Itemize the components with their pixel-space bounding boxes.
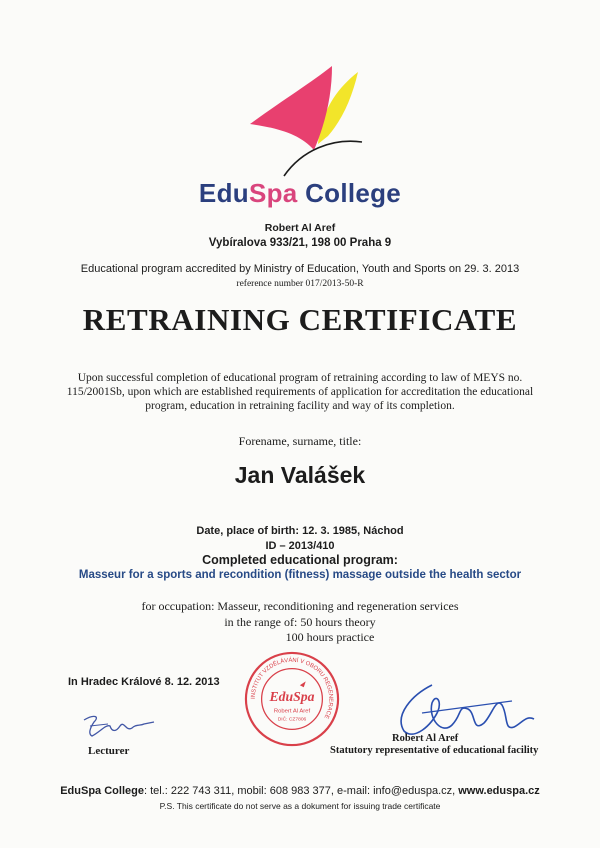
brand-name [0,178,600,209]
footer-website: www.eduspa.cz [458,785,540,797]
range-practice: 100 hours practice [285,630,375,644]
occupation-line: for occupation: Masseur, reconditioning and regeneration services [141,599,459,613]
owner-name: Robert Al Aref [264,222,336,234]
stamp-center-text: EduSpa [269,688,315,704]
program-name: Masseur for a sports and recondition (fitness) massage outside the health sector [78,569,522,581]
brand-spa: Spa [248,178,298,208]
lecturer-label: Lecturer [88,745,130,757]
id-number: ID – 2013/410 [265,540,335,552]
round-stamp-icon [243,650,341,748]
accreditation-line: Educational program accredited by Ministry of Education, Youth and Sports on 29. 3. 2013 [80,263,520,275]
footer-ps: P.S. This certificate do not serve as a dokument for issuing trade certificate [159,801,441,811]
brand-college: College [305,178,402,208]
place-date: In Hradec Králové 8. 12. 2013 [68,676,220,688]
completed-label: Completed educational program: [202,553,398,567]
certificate-paragraph: Upon successful completion of educational program of retraining according to law of MEYS no. 115/2001Sb, upon which are established requirements of application for accreditation the educational program, education in retraining facility and way of its completion. [66,372,534,412]
range-theory: in the range of: 50 hours theory [224,615,376,629]
brand-edu: Edu [198,178,249,208]
recipient-name: Jan Valášek [234,462,366,488]
footer-college: EduSpa College [60,785,144,797]
certificate-title: RETRAINING CERTIFICATE [82,302,518,337]
director-name: Robert Al Aref [392,733,459,744]
forename-label: Forename, surname, title: [238,434,362,448]
footer-contacts [0,785,600,797]
director-role: Statutory representative of educational facility [330,745,539,756]
lecturer-signature-icon [80,710,160,742]
stamp-ring-text: INSTITUT VZDĚLÁVÁNÍ V OBORU REGENERACE [250,657,334,720]
stamp-dic-text: DIČ: CZ7806 [277,717,307,723]
address: Vybíralova 933/21, 198 00 Praha 9 [208,237,392,249]
butterfly-logo-icon [240,58,370,178]
footer-contact-details: : tel.: 222 743 311, mobil: 608 983 377, e-mail: info@eduspa.cz, [143,785,459,797]
birth-info: Date, place of birth: 12. 3. 1985, Náchod [196,525,404,537]
reference-number: reference number 017/2013-50-R [236,279,364,289]
stamp-inner-text: Robert Al Aref [273,708,311,715]
